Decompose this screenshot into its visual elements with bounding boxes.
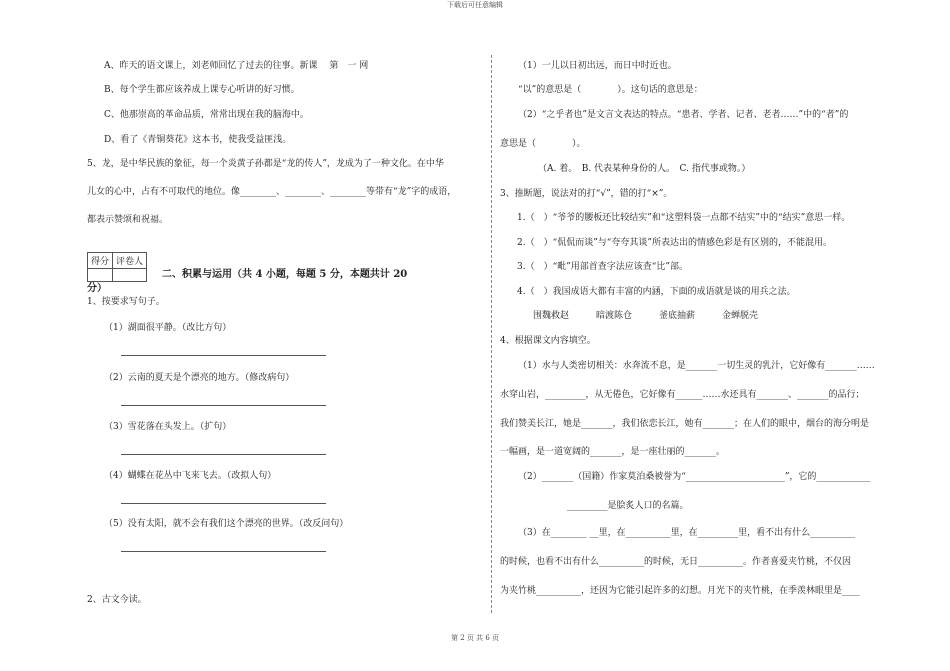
answer-line-3[interactable] <box>121 454 326 455</box>
score-label: 得分 <box>88 253 113 269</box>
page-header: 下载后可任意编辑 <box>447 1 503 9</box>
question-4-3-line-1: （3）在________ __里，在__________里，在_________里，看不出有什么__________ <box>518 528 856 538</box>
question-4-1-line-3: 我们赞美长江，她是_______，我们依恋长江，她有_______；在人们的眼中，烟台的海分明是 <box>500 419 870 429</box>
question-5-line-2: 儿女的心中，占有不可取代的地位。像________、________、________等带有“龙”字的成语， <box>87 187 457 197</box>
question-4-1-line-4: 一幅画，是一道宽阔的_______，是一座壮丽的_______。 <box>500 447 726 457</box>
question-1-3: （3）雪花落在头发上。（扩句） <box>104 422 232 432</box>
question-4-3-line-3: 为夹竹桃__________，还因为它能引起许多的幻想。月光下的夹竹桃，在季羡林眼里是____ <box>500 586 861 596</box>
answer-line-4[interactable] <box>121 503 326 504</box>
reviewer-cell <box>113 269 147 282</box>
reading-line-2: “以”的意思是（ ）。这句话的意思是： <box>518 85 703 95</box>
reading-line-3: （2）“之乎者也”是文言文表达的特点。“患者、学者、记者、老者……”中的“者”的 <box>518 110 849 120</box>
option-d: D、看了《青铜葵花》这本书，使我受益匪浅。 <box>104 135 292 145</box>
option-b: B、每个学生都应该养成上课专心听讲的好习惯。 <box>104 85 300 95</box>
reviewer-label: 评卷人 <box>113 253 147 269</box>
question-4-1-line-1: （1）水与人类密切相关：水奔流不息，是_______一切生灵的乳汁，它好像有_______…… <box>518 361 875 371</box>
score-cell <box>88 269 113 282</box>
page-footer: 第 2 页 共 6 页 <box>450 634 500 642</box>
question-5-line-3: 都表示赞颂和祝福。 <box>87 215 169 225</box>
reading-options: （A. 着。 B. 代表某种身份的人。 C. 指代事或物。） <box>538 164 751 174</box>
question-2: 2、古文今读。 <box>87 595 147 605</box>
question-3: 3、推断题，说法对的打“√”，错的打“×”。 <box>500 189 673 199</box>
answer-line-5[interactable] <box>121 551 326 552</box>
question-3-4: 4.（ ）我国成语大都有丰富的内涵，下面的成语就是谈的用兵之法。 <box>517 287 796 297</box>
question-4: 4、根据课文内容填空。 <box>500 336 596 346</box>
question-3-1: 1.（ ）“爷爷的腰板还比较结实”和“这塑料袋一点都不结实”中的“结实”意思一样。 <box>517 213 851 223</box>
question-1: 1、按要求写句子。 <box>87 297 165 307</box>
column-divider <box>491 55 492 613</box>
question-1-2: （2）云南的夏天是个漂亮的地方。（修改病句） <box>104 373 295 383</box>
score-table <box>87 252 147 282</box>
section-title: 二、积累与运用（共 4 小题，每题 5 分，本题共计 20 <box>162 269 408 280</box>
question-3-3: 3.（ ）“毗”用部首查字法应该查“比”部。 <box>517 262 688 272</box>
question-1-4: （4）蝴蝶在花丛中飞来飞去。（改拟人句） <box>104 471 277 481</box>
idiom-list: 围魏救赵 暗渡陈仓 釜底抽薪 金蝉脱壳 <box>533 311 759 321</box>
question-4-2-line-1: （2）_______（国籍）作家莫泊桑被誉为“______________________”，它的____________ <box>518 472 871 482</box>
reading-line-4: 意思是（ ）。 <box>500 139 586 149</box>
section-title-continued: 分） <box>87 283 107 294</box>
question-1-1: （1）湖面很平静。（改比方句） <box>104 323 232 333</box>
question-5-line-1: 5、龙，是中华民族的象征，每一个炎黄子孙都是“龙的传人”，龙成为了一种文化。在中华 <box>87 159 444 169</box>
reading-line-1: （1）一儿以日初出远，而日中时近也。 <box>518 61 677 71</box>
question-4-2-line-2: _________是脍炙人口的名篇。 <box>567 501 689 511</box>
answer-line-2[interactable] <box>121 405 326 406</box>
question-1-5: （5）没有太阳，就不会有我们这个漂亮的世界。（改反问句） <box>104 519 349 529</box>
question-3-2: 2.（ ）“侃侃而谈”与“夸夸其谈”所表达出的情感色彩是有区别的，不能混用。 <box>517 238 832 248</box>
option-c: C、他那崇高的革命品质，常常出现在我的脑海中。 <box>104 110 309 120</box>
answer-line-1[interactable] <box>121 355 326 356</box>
question-4-1-line-2: 水穿山岩，_________，从无倦色，它好像有______……水还具有_______、_______的品行； <box>500 390 865 400</box>
question-4-3-line-2: 的时候，也看不出有什么__________的时候，无日__________。作者喜爱夹竹桃，不仅因 <box>500 557 852 567</box>
option-a: A、昨天的语文课上，刘老师回忆了过去的往事。新课 第 一 网 <box>104 61 369 71</box>
